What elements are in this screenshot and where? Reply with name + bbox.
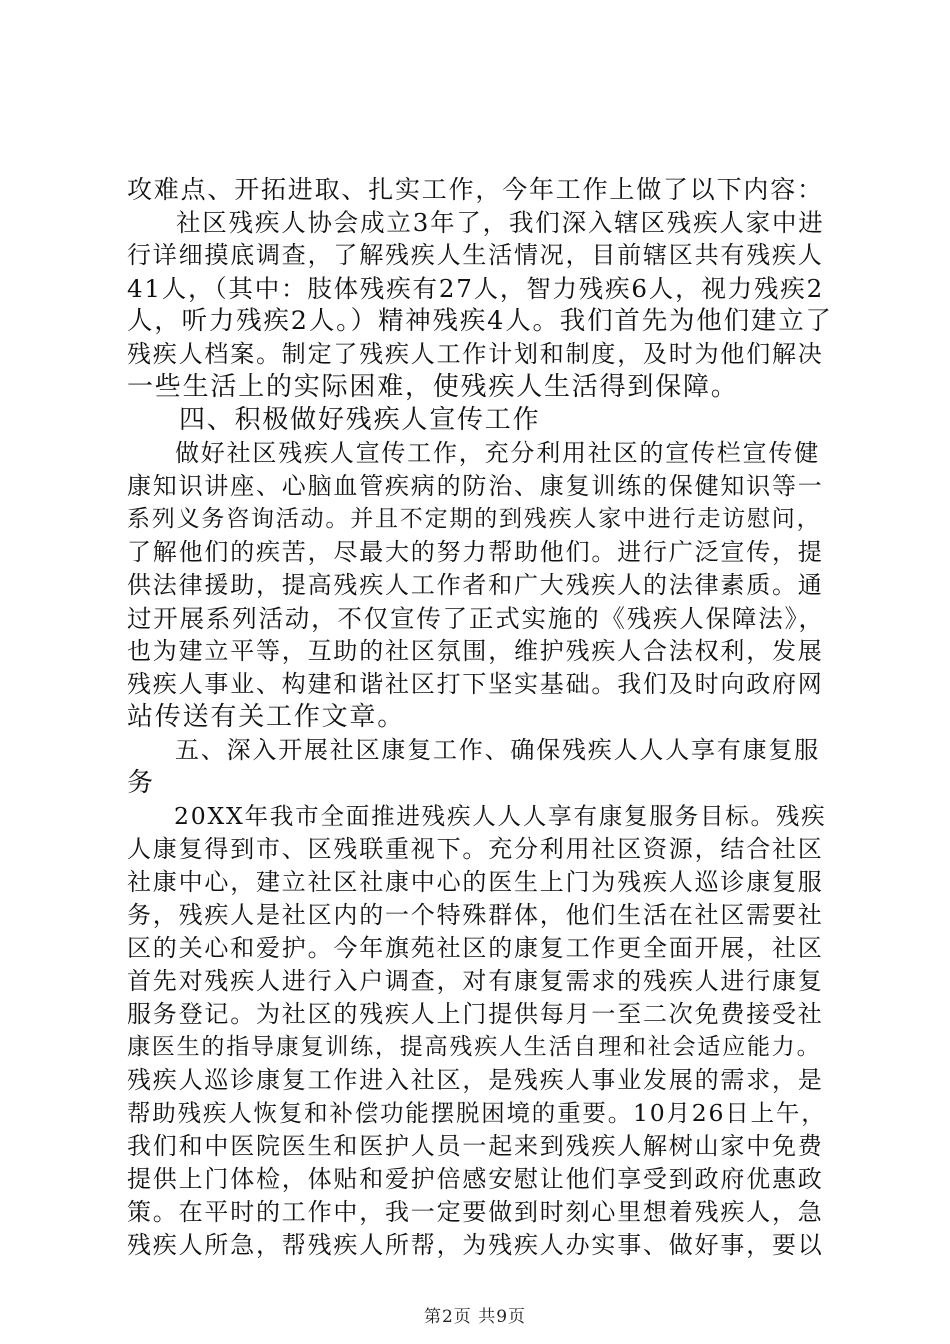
text-line: 一些生活上的实际困难，使残疾人生活得到保障。 [127,372,739,402]
text-line: 人康复得到市、区残联重视下。充分利用社区资源，结合社区 [127,835,824,863]
text-line: 41人，（其中：肢体残疾有27人，智力残疾6人，视力残疾2 [127,274,824,303]
text-line: 务 [127,768,155,798]
text-line: 康知识讲座、心脑血管疾病的防治、康复训练的保健知识等一 [127,472,824,500]
text-line: 残疾人所急，帮残疾人所帮，为残疾人办实事、做好事，要以 [127,1231,824,1259]
text-line: 首先对残疾人进行入户调查，对有康复需求的残疾人进行康复 [127,967,824,995]
text-line: 行详细摸底调查，了解残疾人生活情况，目前辖区共有残疾人 [127,241,824,269]
text-line: 站传送有关工作文章。 [127,702,406,732]
text-line: 社康中心，建立社区社康中心的医生上门为残疾人巡诊康复服 [127,868,824,896]
text-line: 社区残疾人协会成立3年了，我们深入辖区残疾人家中进 [176,208,825,237]
page-footer: 第2页 共9页 [423,1307,527,1327]
text-line: 帮助残疾人恢复和补偿功能摆脱困境的重要。10月26日上午， [127,1099,827,1127]
text-line: 我们和中医院医生和医护人员一起来到残疾人解树山家中免费 [127,1132,824,1160]
text-line: 20XX年我市全面推进残疾人人人享有康复服务目标。残疾 [174,802,827,830]
text-line: 过开展系列活动，不仅宣传了正式实施的《残疾人保障法》， [127,604,825,633]
text-line: 区的关心和爱护。今年旗苑社区的康复工作更全面开展，社区 [127,934,824,962]
text-line: 做好社区残疾人宣传工作，充分利用社区的宣传栏宣传健 [175,439,820,467]
text-line: 残疾人巡诊康复工作进入社区，是残疾人事业发展的需求，是 [127,1066,824,1094]
text-line: 四、积极做好残疾人宣传工作 [179,405,541,435]
text-line: 攻难点、开拓进取、扎实工作，今年工作上做了以下内容： [127,175,824,204]
text-line: 策。在平时的工作中，我一定要做到时刻心里想着残疾人，急 [127,1198,824,1226]
text-line: 提供上门体检，体贴和爱护倍感安慰让他们享受到政府优惠政 [127,1165,824,1193]
text-line: 了解他们的疾苦，尽最大的努力帮助他们。进行广泛宣传，提 [127,538,824,566]
text-line: 系列义务咨询活动。并且不定期的到残疾人家中进行走访慰问， [127,506,822,532]
text-line: 务，残疾人是社区内的一个特殊群体，他们生活在社区需要社 [127,901,824,929]
text-line: 也为建立平等，互助的社区氛围，维护残疾人合法权利，发展 [127,637,824,665]
text-line: 康医生的指导康复训练，提高残疾人生活自理和社会适应能力。 [127,1034,822,1060]
document-body [127,173,833,1262]
text-line: 残疾人事业、构建和谐社区打下坚实基础。我们及时向政府网 [127,670,824,698]
text-line: 人，听力残疾2人。）精神残疾4人。我们首先为他们建立了 [127,306,833,336]
text-line: 五、深入开展社区康复工作、确保残疾人人人享有康复服 [175,736,820,764]
text-line: 供法律援助，提高残疾人工作者和广大残疾人的法律素质。通 [127,571,824,599]
text-line: 服务登记。为社区的残疾人上门提供每月一至二次免费接受社 [127,1000,824,1028]
text-line: 残疾人档案。制定了残疾人工作计划和制度，及时为他们解决 [127,340,824,368]
